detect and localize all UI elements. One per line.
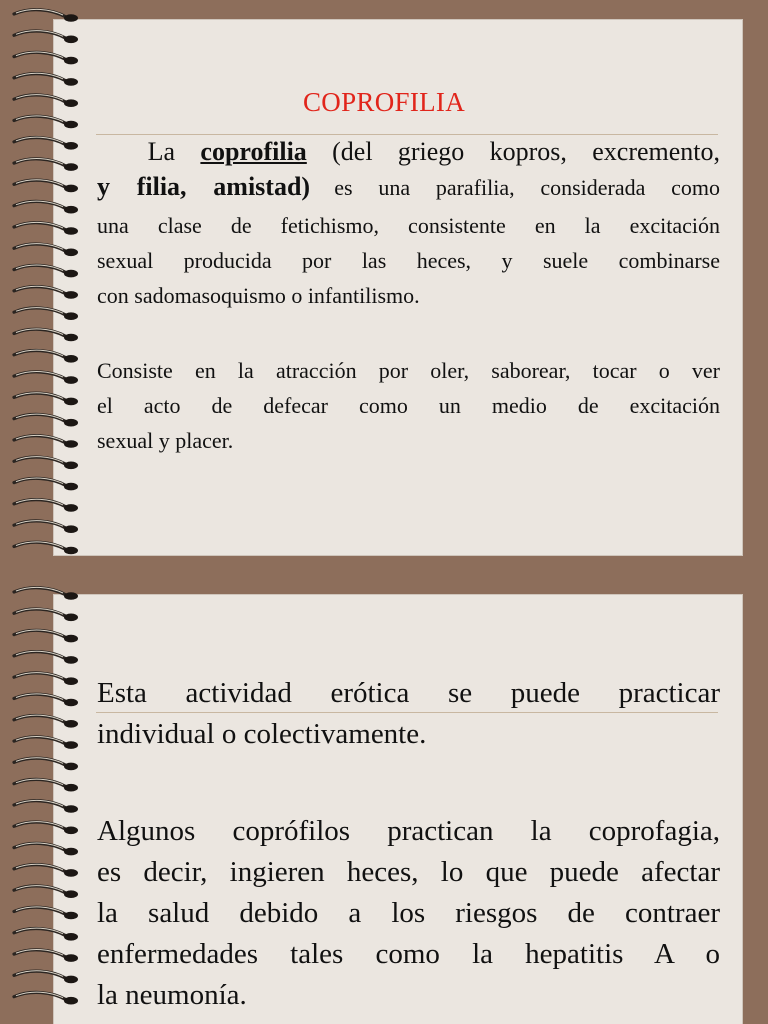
binding-hole [64,14,78,22]
binding-hole [64,206,78,214]
binding-hole [64,185,78,193]
binding-hole [64,376,78,384]
binding-hole [64,699,78,707]
coprofagia-paragraph [97,811,720,1016]
practice-line-1: Esta actividad erótica se puede practicar [97,677,720,709]
slide-title: COPROFILIA [302,87,466,117]
binding-hole [64,954,78,962]
definition-line-4: sexual producida por las heces, y suele combinarse [97,248,720,273]
binding-hole [64,677,78,685]
binding-hole [64,142,78,150]
binding-hole [64,398,78,406]
practice-paragraph [97,673,720,755]
attraction-line-3: sexual y placer. [97,428,234,453]
definition-line-3: una clase de fetichismo, consistente en la excitación [97,213,720,238]
binding-hole [64,121,78,129]
binding-hole [64,355,78,363]
definition-line-5: con sadomasoquismo o infantilismo. [97,283,420,308]
binding-hole [64,976,78,984]
binding-hole [64,656,78,664]
definition-line-1: La coprofilia (del griego kopros, excremento, [147,137,721,166]
binding-hole [64,827,78,835]
coprofagia-line-1: Algunos coprófilos practican la coprofagia, [97,815,720,847]
binding-hole [64,36,78,44]
binding-hole [64,270,78,278]
coprofagia-line-5: la neumonía. [97,979,247,1011]
term-coprofilia: coprofilia [200,137,307,166]
binding-hole [64,483,78,491]
slide-2 [0,578,768,1024]
spiral-binding [8,0,88,573]
binding-hole [64,933,78,941]
binding-hole [64,312,78,320]
binding-hole [64,635,78,643]
binding-hole [64,720,78,728]
binding-hole [64,890,78,898]
binding-hole [64,525,78,533]
binding-hole [64,462,78,470]
binding-hole [64,547,78,555]
attraction-line-1: Consiste en la atracción por oler, saborear, tocar o ver [97,358,720,383]
binding-hole [64,504,78,512]
binding-hole [64,784,78,792]
definition-line-2: y filia, amistad) es una parafilia, considerada como [97,172,721,201]
coprofagia-line-2: es decir, ingieren heces, lo que puede afectar [97,856,720,888]
binding-hole [64,78,78,86]
attraction-line-2: el acto de defecar como un medio de excitación [97,393,720,418]
binding-hole [64,997,78,1005]
coprofagia-line-3: la salud debido a los riesgos de contraer [97,897,720,929]
binding-hole [64,614,78,622]
coprofagia-line-4: enfermedades tales como la hepatitis A o [97,938,720,970]
binding-hole [64,763,78,771]
binding-hole [64,57,78,65]
binding-hole [64,419,78,427]
binding-hole [64,869,78,877]
binding-hole [64,848,78,856]
practice-line-2: individual o colectivamente. [97,718,427,750]
attraction-paragraph [97,353,720,458]
binding-hole [64,227,78,235]
binding-hole [64,912,78,920]
binding-hole [64,249,78,257]
definition-paragraph [97,134,720,313]
binding-hole [64,291,78,299]
spiral-binding [8,578,88,1024]
binding-hole [64,334,78,342]
binding-hole [64,805,78,813]
binding-hole [64,440,78,448]
binding-hole [64,163,78,171]
binding-hole [64,592,78,600]
binding-hole [64,741,78,749]
